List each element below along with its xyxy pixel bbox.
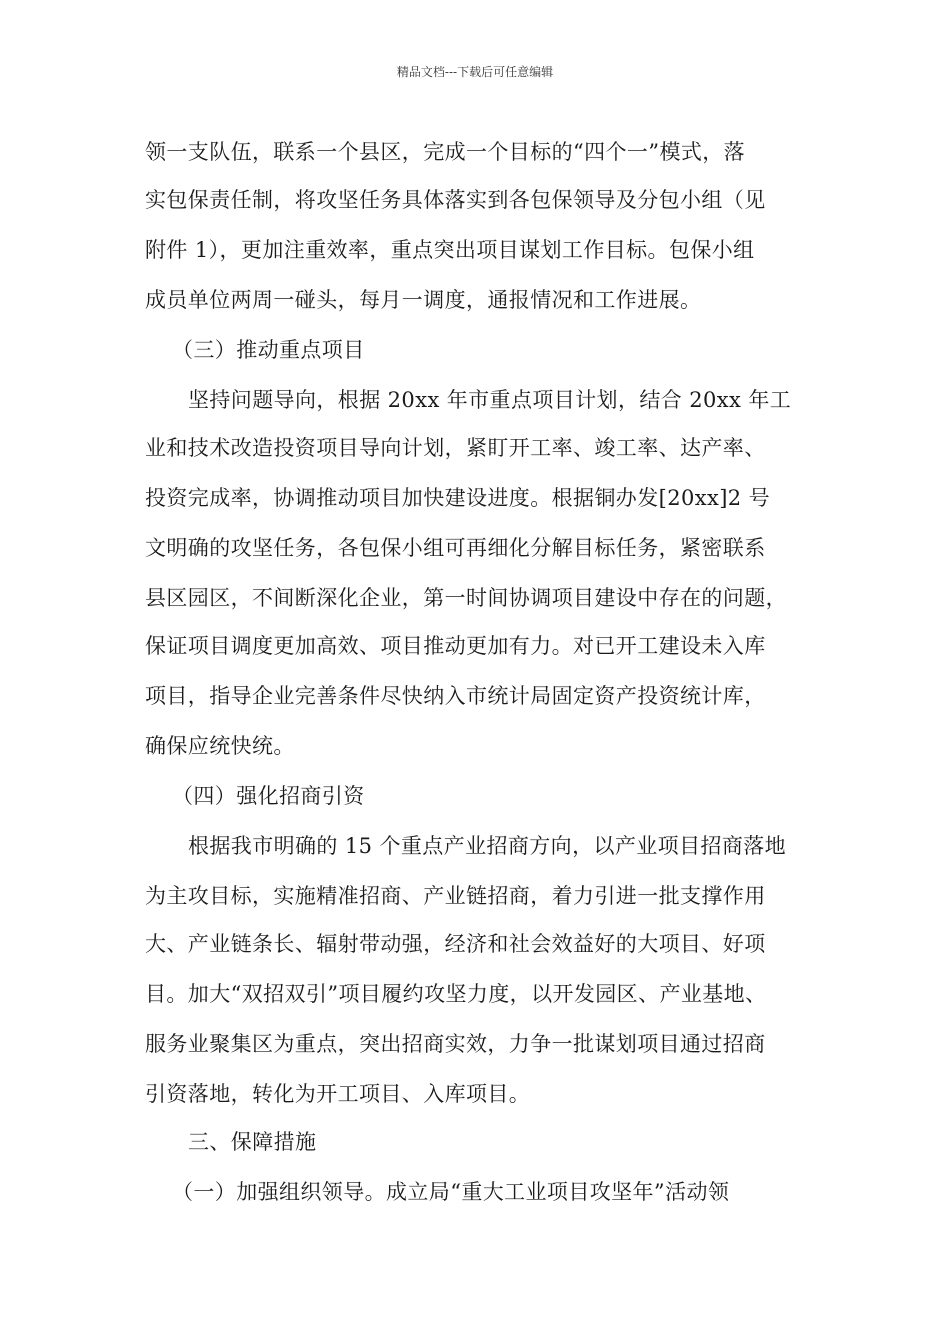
text-line: 实包保责任制，将攻坚任务具体落实到各包保领导及分包小组（见 [145, 188, 766, 212]
text-line: 保证项目调度更加高效、项目推动更加有力。对已开工建设未入库 [145, 634, 766, 658]
text-line: 附件 1），更加注重效率，重点突出项目谋划工作目标。包保小组 [145, 238, 755, 262]
section-heading: （四）强化招商引资 [172, 784, 365, 808]
text-line: 服务业聚集区为重点，突出招商实效，力争一批谋划项目通过招商 [145, 1032, 766, 1056]
text-line: 引资落地，转化为开工项目、入库项目。 [145, 1082, 531, 1106]
text-line: 领一支队伍，联系一个县区，完成一个目标的“四个一”模式，落 [145, 140, 746, 164]
text-line: 目。加大“双招双引”项目履约攻坚力度，以开发园区、产业基地、 [145, 982, 767, 1006]
text-line: 投资完成率，协调推动项目加快建设进度。根据铜办发[20xx]2 号 [145, 486, 771, 510]
text-line: 坚持问题导向，根据 20xx 年市重点项目计划，结合 20xx 年工 [188, 388, 792, 412]
text-line: 为主攻目标，实施精准招商、产业链招商，着力引进一批支撑作用 [145, 884, 766, 908]
text-line: 项目，指导企业完善条件尽快纳入市统计局固定资产投资统计库， [145, 684, 766, 708]
text-line: 确保应统快统。 [145, 734, 295, 758]
text-line: 大、产业链条长、辐射带动强，经济和社会效益好的大项目、好项 [145, 932, 766, 956]
text-line: 业和技术改造投资项目导向计划，紧盯开工率、竣工率、达产率、 [145, 436, 766, 460]
text-line: 根据我市明确的 15 个重点产业招商方向，以产业项目招商落地 [188, 834, 787, 858]
section-heading: （三）推动重点项目 [172, 338, 365, 362]
text-line: （一）加强组织领导。成立局“重大工业项目攻坚年”活动领 [172, 1180, 730, 1204]
text-line: 县区园区，不间断深化企业，第一时间协调项目建设中存在的问题， [145, 586, 787, 610]
text-line: 成员单位两周一碰头，每月一调度，通报情况和工作进展。 [145, 288, 702, 312]
section-heading: 三、保障措施 [188, 1130, 317, 1154]
text-line: 文明确的攻坚任务，各包保小组可再细化分解目标任务，紧密联系 [145, 536, 766, 560]
page-header: 精品文档---下载后可任意编辑 [396, 65, 554, 79]
